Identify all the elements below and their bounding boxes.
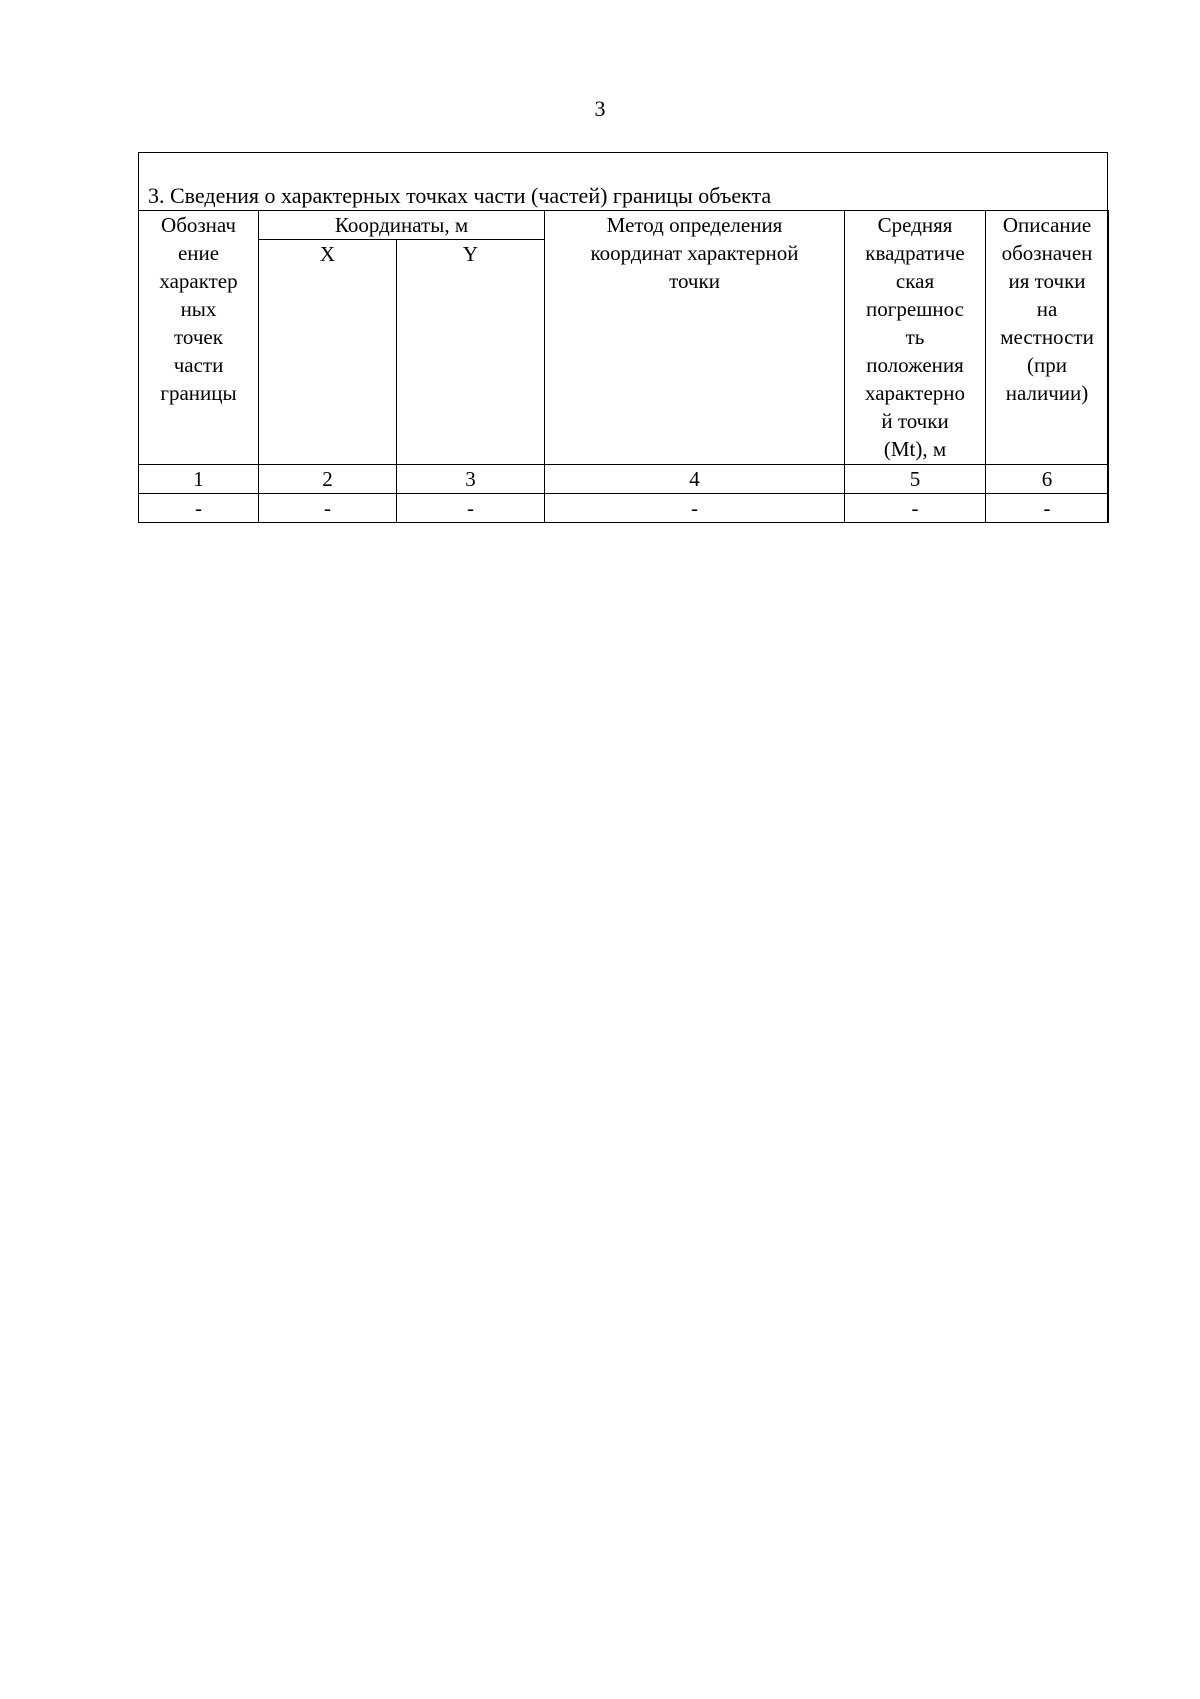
column-number: 5 (845, 465, 986, 494)
column-number: 3 (397, 465, 545, 494)
characteristic-points-table (138, 210, 1109, 523)
column-number: 2 (259, 465, 397, 494)
header-error-line: ть (905, 325, 925, 349)
header-method-line: точки (669, 269, 720, 293)
header-method-line: Метод определения (606, 213, 783, 237)
header-error-line: Средняя (877, 213, 953, 237)
header-description (986, 211, 1109, 465)
header-desc-line: наличии) (1005, 381, 1089, 405)
header-point-line: ных (180, 297, 217, 321)
header-error-line: положения (866, 353, 964, 377)
column-number: 4 (545, 465, 845, 494)
column-numbers-row (139, 465, 1109, 494)
header-error-line: (Mt), м (883, 437, 947, 461)
header-y-label: Y (462, 242, 479, 266)
column-number: 6 (986, 465, 1109, 494)
table-cell: - (397, 494, 545, 523)
header-error-line: квадратиче (865, 241, 965, 265)
header-point-line: характер (159, 269, 238, 293)
header-point-line: части (173, 353, 224, 377)
table-cell: - (545, 494, 845, 523)
header-desc-line: обозначен (1001, 241, 1093, 265)
header-point-designation (139, 211, 259, 465)
section-title: 3. Сведения о характерных точках части (частей) границы объекта (148, 183, 772, 208)
table-cell: - (986, 494, 1109, 523)
header-point-line: ение (177, 241, 220, 265)
header-method (545, 211, 845, 465)
header-point-line: Обознач (161, 213, 236, 237)
header-desc-line: Описание (1002, 213, 1092, 237)
header-error-line: характерно (865, 381, 966, 405)
header-coordinates (259, 211, 545, 240)
header-point-line: точек (174, 325, 223, 349)
header-point-line: границы (160, 381, 237, 405)
header-mean-square-error (845, 211, 986, 465)
header-desc-line: ия точки (1008, 269, 1086, 293)
header-error-line: ская (895, 269, 935, 293)
header-x (259, 240, 397, 465)
column-number: 1 (139, 465, 259, 494)
table-row (139, 494, 1109, 523)
table-cell: - (139, 494, 259, 523)
header-desc-line: (при (1027, 353, 1067, 377)
header-error-line: й точки (881, 409, 949, 433)
header-desc-line: на (1036, 297, 1058, 321)
page-number: 3 (594, 96, 606, 121)
table-cell: - (845, 494, 986, 523)
header-method-line: координат характерной (590, 241, 799, 265)
header-error-line: погрешнос (866, 297, 964, 321)
table-cell: - (259, 494, 397, 523)
header-desc-line: местности (1000, 325, 1094, 349)
header-y (397, 240, 545, 465)
header-coordinates-label: Координаты, м (334, 213, 469, 237)
header-x-label: X (319, 242, 336, 266)
